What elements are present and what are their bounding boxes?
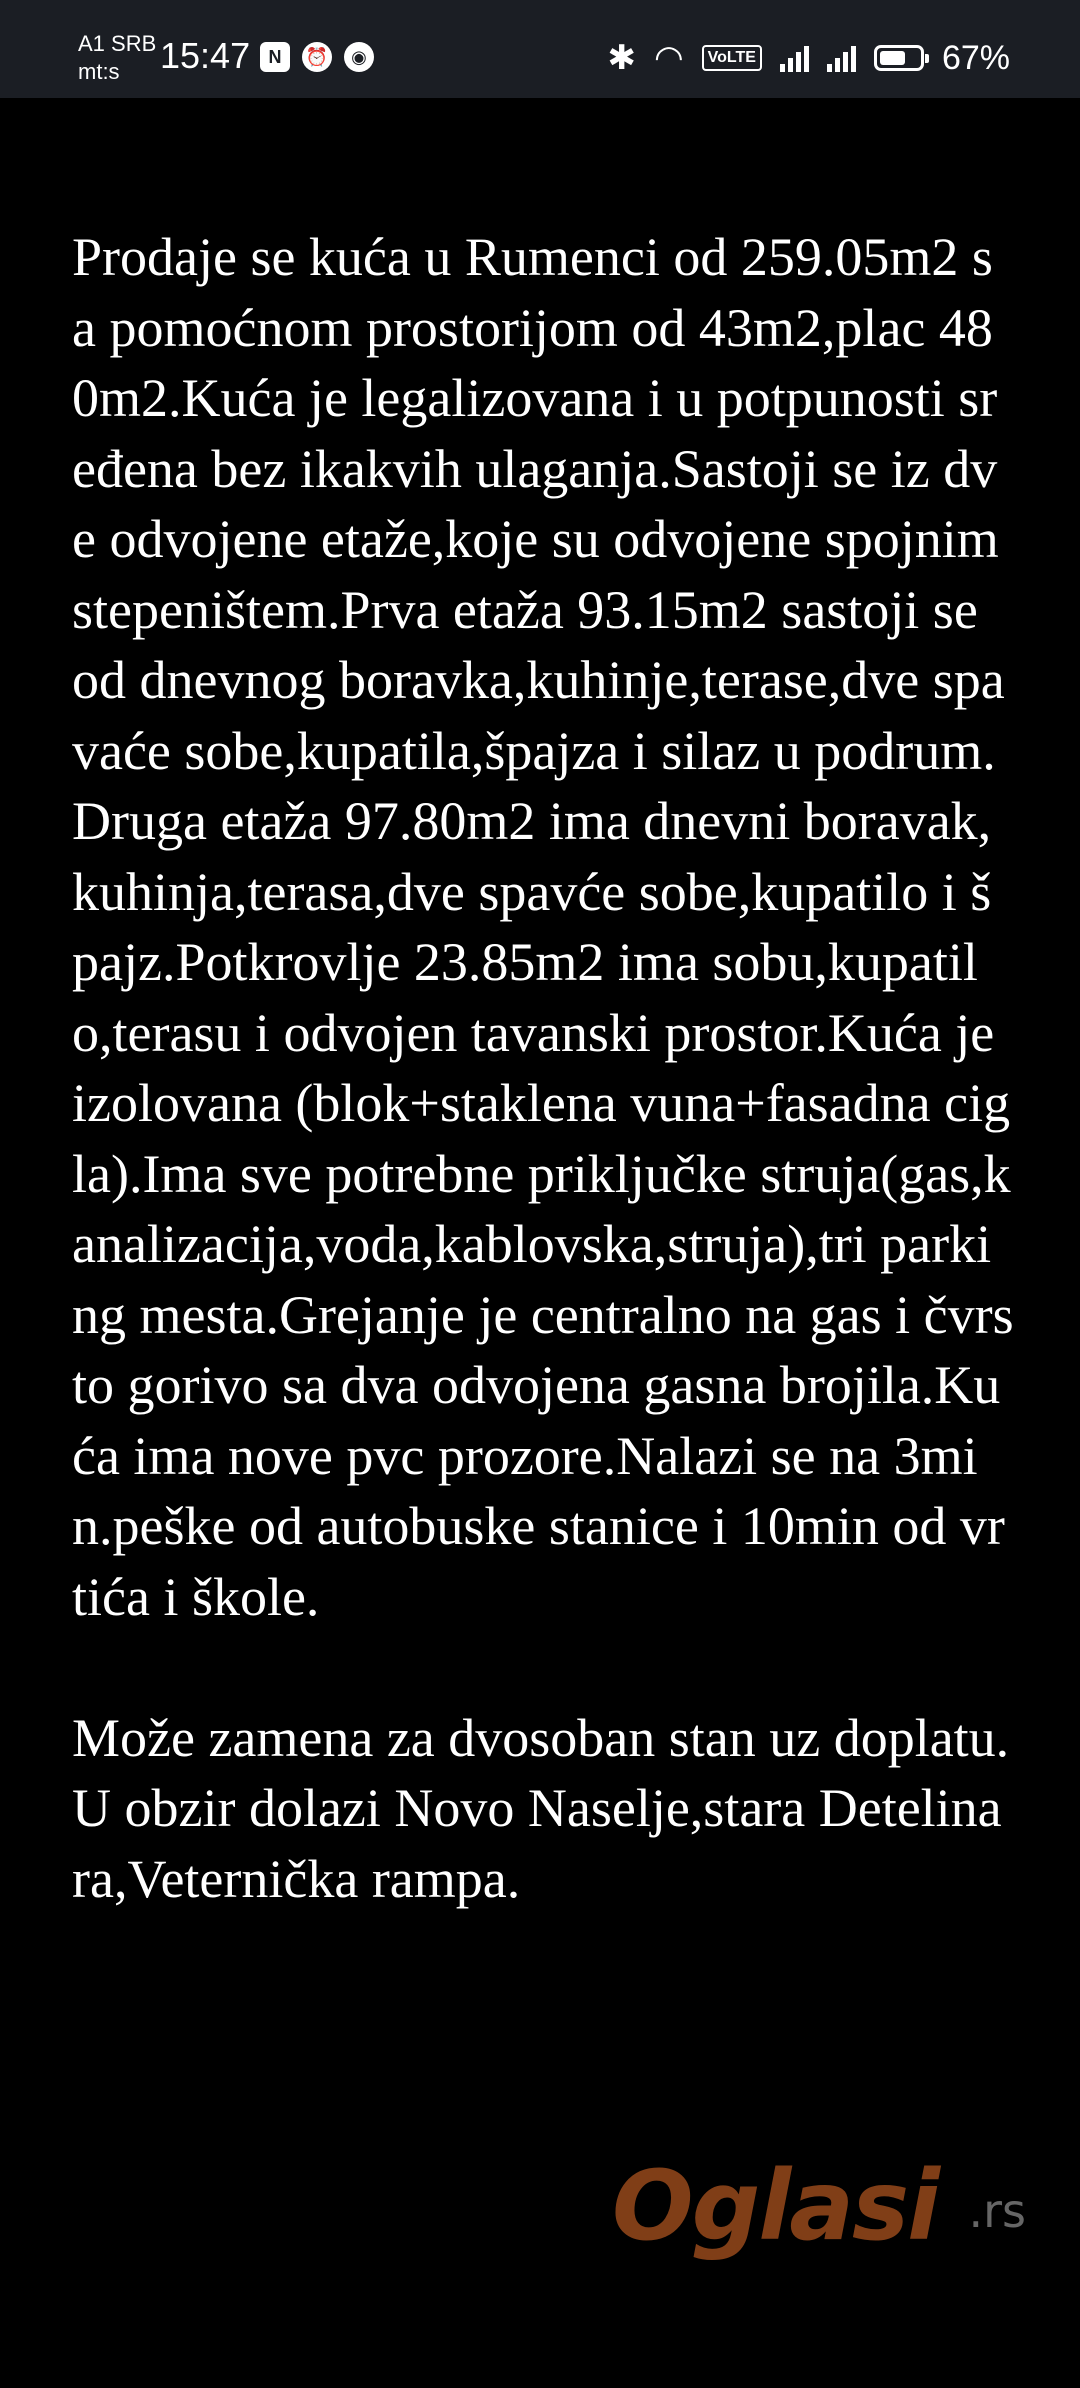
battery-fill bbox=[880, 51, 905, 65]
status-time: 15:47 bbox=[160, 35, 251, 76]
carrier-line-1: A1 SRB bbox=[78, 31, 157, 56]
notification-icons bbox=[260, 42, 374, 72]
carrier-label bbox=[78, 30, 156, 86]
watermark-brand: Oglasi bbox=[612, 2150, 939, 2262]
watermark-tld: .rs bbox=[968, 2184, 1026, 2238]
battery-icon bbox=[874, 45, 924, 71]
system-icons bbox=[607, 38, 1010, 78]
signal-sim2-icon bbox=[827, 44, 856, 72]
carrier-line-2: mt:s bbox=[78, 59, 120, 84]
oglasi-watermark bbox=[592, 2150, 1032, 2270]
app-notification-icon: ◉ bbox=[344, 42, 374, 72]
status-bar bbox=[0, 0, 1080, 98]
battery-percent: 67% bbox=[941, 38, 1010, 77]
nfc-icon: N bbox=[260, 42, 290, 72]
alarm-icon: ⏰ bbox=[302, 42, 332, 72]
wifi-icon: ◠ bbox=[653, 39, 684, 77]
bluetooth-icon: ✱ bbox=[607, 39, 636, 77]
signal-sim1-icon bbox=[780, 44, 809, 72]
volte-icon: VoLTE bbox=[702, 45, 762, 71]
listing-description: Prodaje se kuća u Rumenci od 259.05m2 sa pomoćnom prostorijom od 43m2,plac 480m2.Kuća je legalizovana i u potpunosti sređena bez ikakvih ulaganja.Sastoji se iz dve odvojene etaže,koje su odvojene spojnim stepeništem.Prva etaža 93.15m2 sastoji se od dnevnog boravka,kuhinje,terase,dve spavaće sobe,kupatila,špajza i silaz u podrum.Druga etaža 97.80m2 ima dnevni boravak,kuhinja,terasa,dve spavće sobe,kupatilo i špajz.Potkrovlje 23.85m2 ima sobu,kupatilo,terasu i odvojen tavanski prostor.Kuća je izolovana (blok+staklena vuna+fasadna cigla).Ima sve potrebne priključke struja(gas,kanalizacija,voda,kablovska,struja),tri parking mesta.Grejanje je centralno na gas i čvrsto gorivo sa dva odvojena gasna brojila.Kuća ima nove pvc prozore.Nalazi se na 3min.peške od autobuske stanice i 10min od vrtića i škole. Može zamena za dvosoban stan uz doplatu.U obzir dolazi Novo Naselje,stara Detelinara,Veternička rampa. bbox=[72, 227, 1014, 1909]
